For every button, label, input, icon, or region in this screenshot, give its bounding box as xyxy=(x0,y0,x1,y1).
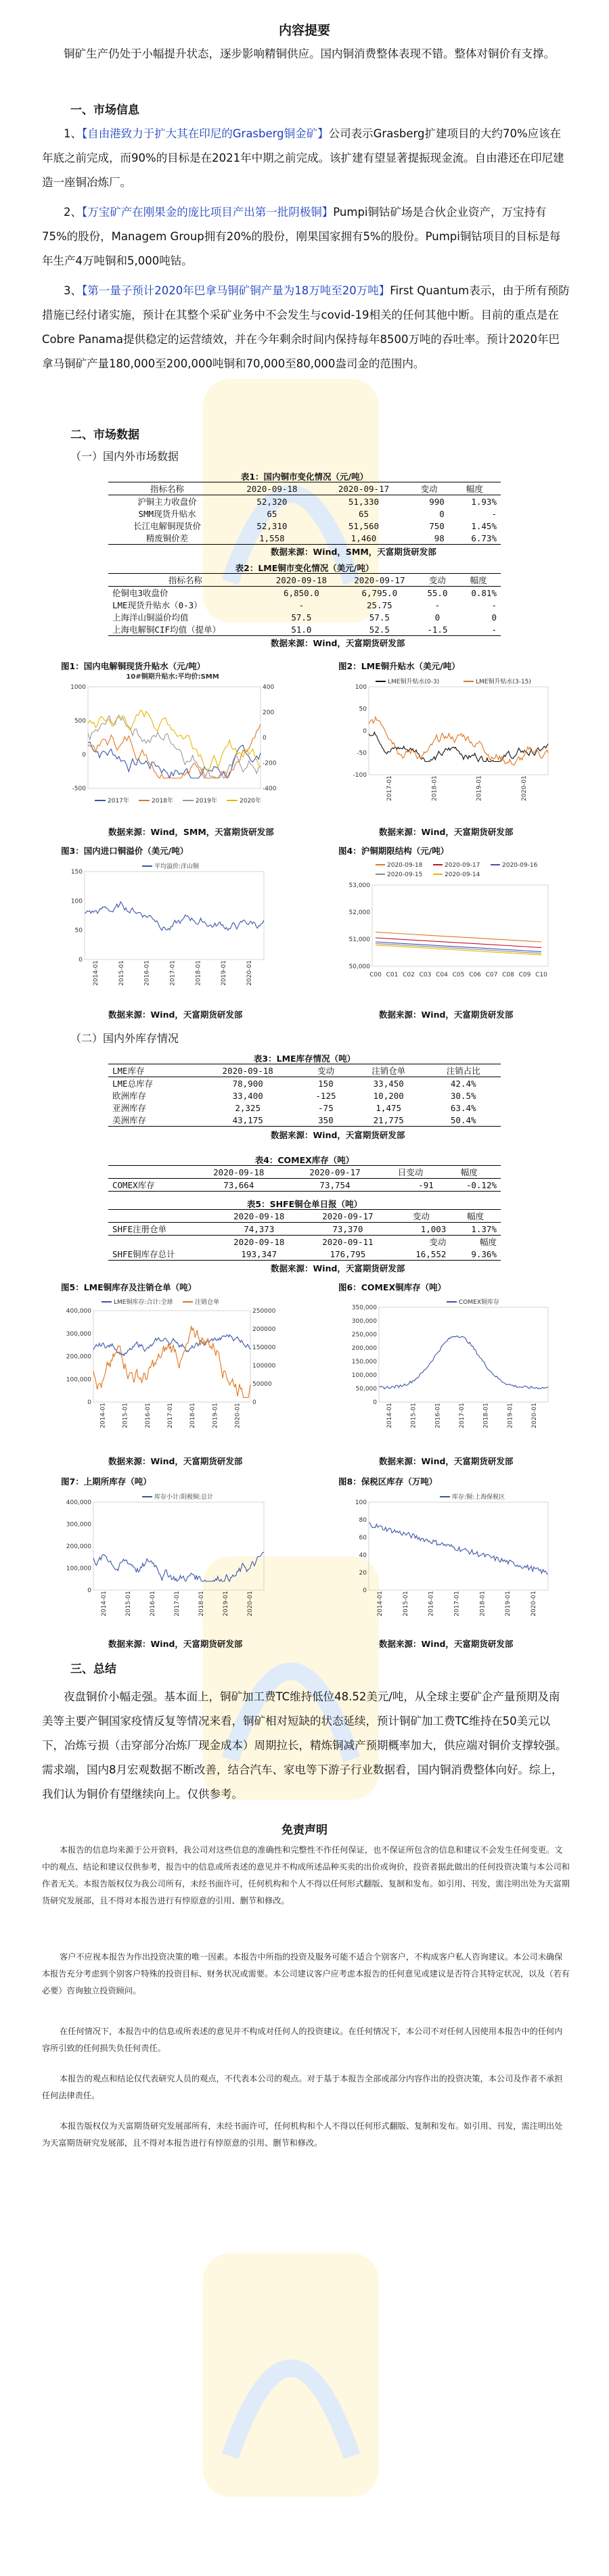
y-tick-label: -50 xyxy=(357,750,367,757)
x-tick-label: C04 xyxy=(436,972,448,978)
x-tick-label: 2016-01 xyxy=(143,960,151,986)
fig4-chart xyxy=(345,858,568,993)
table4-caption: 表4：COMEX库存（吨） xyxy=(254,1155,355,1165)
x-tick-label: 2017-01 xyxy=(453,1591,461,1617)
summary-text: 铜矿生产仍处于小幅提升状态，逐步影响精铜供应。国内铜消费整体表现不错。整体对铜价有支撑。 xyxy=(64,47,555,60)
x-tick-label: 2020-01 xyxy=(247,1591,254,1617)
y-tick-label: 0 xyxy=(87,1587,91,1594)
series-line xyxy=(369,717,548,765)
x-tick-label: C03 xyxy=(419,972,432,978)
fig8-caption: 图8：保税区库存（万吨） xyxy=(338,1476,438,1487)
x-tick-label: 2019-01 xyxy=(505,1591,512,1617)
y-tick-label: 51,000 xyxy=(348,936,370,943)
plot-frame xyxy=(369,1502,548,1590)
table3-header: 2020-09-18 xyxy=(195,1064,300,1077)
fig2-chart xyxy=(345,673,568,809)
x-tick-label: 2014-01 xyxy=(101,1591,108,1617)
y-tick-label: 50 xyxy=(74,927,83,934)
table1-caption: 表1：国内铜市变化情况（元/吨） xyxy=(240,472,369,482)
news-headline-1: 【自由港致力于扩大其在印尼的Grasberg铜金矿】 xyxy=(82,127,329,140)
y-tick-label: 0 xyxy=(373,1399,377,1406)
x-tick-label: 2016-01 xyxy=(150,1591,156,1617)
table3 xyxy=(108,1064,501,1127)
table4-header: 2020-09-18 xyxy=(191,1166,287,1179)
table-row: 亚洲库存 2,325 -75 1,475 63.4% xyxy=(112,1102,476,1113)
watermark-logo-3 xyxy=(203,2233,379,2517)
x-tick-label: 2015-01 xyxy=(122,1403,129,1428)
y-tick-label: 60 xyxy=(359,1535,367,1541)
section3-title: 三、总结 xyxy=(70,1663,116,1676)
legend-label: 2020-09-14 xyxy=(445,872,480,878)
table1-source: 数据来源：Wind，SMM，天富期货研发部 xyxy=(271,547,436,557)
x-tick-label: C02 xyxy=(403,972,415,978)
fig8-chart xyxy=(345,1489,568,1624)
series-line xyxy=(376,943,541,953)
table1-header: 2020-09-17 xyxy=(318,482,410,495)
y-tick-label: 500 xyxy=(74,718,86,725)
legend-label: 2020-09-18 xyxy=(387,862,423,869)
table2-header: 2020-09-18 xyxy=(263,574,340,587)
x-tick-label: 2016-01 xyxy=(434,1403,442,1428)
series-line xyxy=(88,724,261,778)
legend-label: 平均溢价:洋山铜 xyxy=(154,863,200,870)
y-tick-label: 150,000 xyxy=(351,1359,377,1365)
y-tick-label: 150 xyxy=(70,869,83,876)
x-tick-label: 2018-01 xyxy=(479,1591,487,1617)
summary-title: 内容提要 xyxy=(278,23,330,38)
series-line xyxy=(85,902,264,930)
fig2-source: 数据来源：Wind，天富期货研发部 xyxy=(379,827,514,837)
x-tick-label: 2018-01 xyxy=(482,1403,490,1428)
series-line xyxy=(93,1326,250,1398)
x-tick-label: 2018-01 xyxy=(431,775,438,801)
table-row: SMM现货升贴水 65 65 0 - xyxy=(138,508,497,519)
y2-tick-label: 0 xyxy=(263,735,267,742)
y-tick-label: 300,000 xyxy=(66,1330,91,1338)
x-tick-label: 2014-01 xyxy=(376,1591,384,1617)
plot-frame xyxy=(379,1307,548,1402)
table-row: 上海洋山铜溢价均值 57.5 57.5 0 0 xyxy=(112,612,497,623)
x-tick-label: 2017-01 xyxy=(174,1591,181,1617)
y-tick-label: 100,000 xyxy=(351,1372,377,1379)
x-tick-label: 2017-01 xyxy=(459,1403,466,1428)
y-tick-label: 20 xyxy=(359,1570,367,1577)
table5-header: 幅度 xyxy=(450,1210,501,1223)
x-tick-label: C06 xyxy=(469,972,481,978)
y-tick-label: 200,000 xyxy=(351,1345,377,1352)
y-tick-label: 53,000 xyxy=(348,882,370,889)
legend-label: 库存:铜:上海保税区 xyxy=(452,1494,505,1501)
legend-label: LME铜库存:合计:全球 xyxy=(114,1299,173,1306)
y-tick-label: 350,000 xyxy=(351,1305,377,1311)
table3-header: LME库存 xyxy=(108,1064,195,1077)
section2-title: 二、市场数据 xyxy=(70,428,139,442)
y2-tick-label: 200 xyxy=(263,709,275,717)
y-tick-label: 300,000 xyxy=(351,1318,377,1325)
table-row: 长江电解铜现货价 52,310 51,560 750 1.45% xyxy=(133,520,497,531)
table-row: 伦铜电3收盘价 6,850.0 6,795.0 55.0 0.81% xyxy=(112,587,497,598)
y-tick-label: -100 xyxy=(353,772,367,779)
disclaimer-para-2: 客户不应视本报告为作出投资决策的唯一因素。本报告中所指的投资及服务可能不适合个别客户，不构成客户私人咨询建议。本公司未确保本报告充分考虑到个别客户特殊的投资目标、财务状况或需要。本公司建议客户应考虑本报告的任何意见或建议是否符合其特定状况，以及（若有必要）咨询独立投资顾问。 xyxy=(42,1952,570,1995)
table2-header: 幅度 xyxy=(456,574,501,587)
table5-header: 变动 xyxy=(392,1210,450,1223)
x-tick-label: C08 xyxy=(502,972,514,978)
chart-title: 10#铜期升贴水:平均价:SMM xyxy=(126,673,219,681)
fig7-caption: 图7：上期所库存（吨） xyxy=(61,1476,152,1487)
table-row: SHFE注册仓单 74,373 73,370 1,003 1.37% xyxy=(112,1223,497,1234)
news-headline-2: 【万宝矿产在刚果金的庞比项目产出第一批阴极铜】 xyxy=(82,206,334,219)
x-tick-label: C07 xyxy=(485,972,498,978)
table5-source: 数据来源：Wind，天富期货研发部 xyxy=(271,1263,405,1273)
table1-header: 变动 xyxy=(409,482,449,495)
table4-header xyxy=(108,1166,191,1179)
fig6-source: 数据来源：Wind，天富期货研发部 xyxy=(379,1456,514,1466)
x-tick-label: 2019-01 xyxy=(212,1403,219,1428)
fig8-source: 数据来源：Wind，天富期货研发部 xyxy=(379,1639,514,1649)
series-line xyxy=(369,1522,548,1574)
y2-tick-label: 400 xyxy=(263,684,275,691)
table5-header: 2020-09-18 xyxy=(215,1210,303,1223)
legend-label: 2020-09-16 xyxy=(502,862,538,869)
table5-header xyxy=(108,1210,215,1223)
legend-label: 2018年 xyxy=(152,798,173,805)
x-tick-label: 2015-01 xyxy=(402,1591,409,1617)
fig1-chart xyxy=(61,673,284,809)
y-tick-label: 0 xyxy=(363,1587,367,1594)
table3-header: 变动 xyxy=(300,1064,351,1077)
y-tick-label: 0 xyxy=(78,957,83,964)
x-tick-label: 2020-01 xyxy=(246,960,254,986)
y2-tick-label: 50000 xyxy=(252,1381,272,1388)
x-tick-label: C01 xyxy=(386,972,399,978)
y-tick-label: 400,000 xyxy=(66,1308,91,1315)
fig6-chart xyxy=(345,1294,568,1439)
y2-tick-label: -400 xyxy=(263,786,277,792)
y-tick-label: 100,000 xyxy=(66,1376,91,1384)
legend-label: 2017年 xyxy=(108,798,129,805)
y-tick-label: 400,000 xyxy=(66,1499,91,1506)
x-tick-label: 2019-01 xyxy=(507,1403,514,1428)
series-line xyxy=(379,1336,548,1388)
table1-header: 2020-09-18 xyxy=(226,482,318,495)
y-tick-label: 250,000 xyxy=(351,1332,377,1338)
fig3-source: 数据来源：Wind，天富期货研发部 xyxy=(108,1010,243,1020)
disclaimer-para-5: 本报告版权仅为天富期货研究发展部所有，未经书面许可，任何机构和个人不得以任何形式翻版、复制和发布。如引用、刊发，需注明出处为天富期货研究发展部，且不得对本报告进行有悖原意的引用、删节和修改。 xyxy=(42,2121,563,2148)
series-line xyxy=(376,932,541,942)
fig4-source: 数据来源：Wind，天富期货研发部 xyxy=(379,1010,514,1020)
table-row: LME总库存 78,900 150 33,450 42.4% xyxy=(112,1078,476,1089)
y-tick-label: 200,000 xyxy=(66,1543,91,1550)
x-tick-label: 2020-01 xyxy=(234,1403,242,1428)
legend-label: LME铜升贴水(0-3) xyxy=(388,679,440,685)
fig1-source: 数据来源：Wind，SMM，天富期货研发部 xyxy=(108,827,274,837)
legend-label: COMEX铜库存 xyxy=(459,1299,499,1306)
table2 xyxy=(108,573,501,636)
table-row: LME现货升贴水（0-3） - 25.75 - - xyxy=(112,600,497,610)
table2-header: 指标名称 xyxy=(108,574,263,587)
table4-header: 幅度 xyxy=(438,1166,501,1179)
fig7-chart xyxy=(61,1489,284,1624)
table3-header: 注销占比 xyxy=(426,1064,501,1077)
disclaimer-para-3: 在任何情况下，本报告中的信息或所表述的意见并不构成对任何人的投资建议。在任何情况下，本公司不对任何人因使用本报告中的任何内容所引致的任何损失负任何责任。 xyxy=(42,2027,563,2053)
y2-tick-label: 100000 xyxy=(252,1363,276,1370)
plot-frame xyxy=(93,1502,264,1590)
table-row: SHFE铜库存总计 193,347 176,795 16,552 9.36% xyxy=(108,1248,501,1261)
table4-header: 日变动 xyxy=(383,1166,438,1179)
x-tick-label: 2020-01 xyxy=(531,1403,539,1428)
table2-caption: 表2：LME铜市变化情况（美元/吨） xyxy=(235,563,374,573)
table3-header: 注销仓单 xyxy=(351,1064,426,1077)
fig5-caption: 图5：LME铜库存及注销仓单（吨） xyxy=(61,1282,197,1292)
y-tick-label: 1000 xyxy=(70,684,86,691)
y2-tick-label: -200 xyxy=(263,760,277,767)
y-tick-label: 0 xyxy=(87,1399,91,1406)
table5-caption: 表5：SHFE铜仓单日报（吨） xyxy=(246,1199,363,1209)
x-tick-label: 2020-01 xyxy=(531,1591,538,1617)
table-row: 2020-09-18 2020-09-11 变动 幅度 xyxy=(108,1236,501,1248)
legend-label: 注销仓单 xyxy=(195,1299,220,1306)
table-row: 精废铜价差 1,558 1,460 98 6.73% xyxy=(108,532,501,545)
x-tick-label: C10 xyxy=(535,972,547,978)
x-tick-label: 2019-01 xyxy=(221,960,228,986)
fig5-source: 数据来源：Wind，天富期货研发部 xyxy=(108,1456,243,1466)
y-tick-label: 100,000 xyxy=(66,1565,91,1573)
x-tick-label: 2019-01 xyxy=(223,1591,229,1617)
table2-header: 变动 xyxy=(419,574,457,587)
plot-frame xyxy=(85,872,264,959)
legend-label: 2020年 xyxy=(240,798,261,805)
table3-caption: 表3：LME库存情况（吨） xyxy=(253,1054,356,1064)
x-tick-label: C00 xyxy=(369,972,382,978)
y-tick-label: 0 xyxy=(363,728,367,735)
fig1-caption: 图1：国内电解铜现货升贴水（元/吨） xyxy=(61,661,206,671)
table-row: COMEX库存 73,664 73,754 -91 -0.12% xyxy=(108,1179,501,1192)
x-tick-label: 2016-01 xyxy=(428,1591,435,1617)
fig7-source: 数据来源：Wind，天富期货研发部 xyxy=(108,1639,243,1649)
legend-label: 2020-09-17 xyxy=(445,862,480,869)
series-line xyxy=(93,1335,250,1356)
x-tick-label: C09 xyxy=(518,972,531,978)
series-line xyxy=(93,1552,264,1581)
subsection1-title: （一）国内外市场数据 xyxy=(70,450,179,463)
y-tick-label: 50,000 xyxy=(348,964,370,970)
fig4-caption: 图4：沪铜期限结构（元/吨） xyxy=(338,846,449,856)
x-tick-label: 2015-01 xyxy=(410,1403,418,1428)
table-row: 欧洲库存 33,400 -125 10,200 30.5% xyxy=(112,1090,476,1101)
y-tick-label: 52,000 xyxy=(348,909,370,916)
y-tick-label: 50 xyxy=(359,706,367,713)
y-tick-label: 300,000 xyxy=(66,1521,91,1529)
y-tick-label: 100 xyxy=(70,898,83,905)
y-tick-label: -500 xyxy=(72,786,86,792)
news-item-3: 3、【第一量子预计2020年巴拿马铜矿铜产量为18万吨至20万吨】First Quantum表示，由于所有预防措施已经付诸实施，预计在其整个采矿业务中不会发生与covid-19相关的任何其他中断。目前的重点是在Cobre Panama提供稳定的运营绩效，并在今年剩余时间内保持每年8500万吨的吞吐率。预计2020年巴拿马铜矿产量180,000至200,000吨铜和70,000至80,000盎司金的范围内。 xyxy=(42,284,570,370)
y-tick-label: 100 xyxy=(355,1499,367,1506)
table5 xyxy=(108,1209,501,1261)
conclusion-text: 夜盘铜价小幅走强。基本面上，铜矿加工费TC维持低位48.52美元/吨，从全球主要矿企产量预期及南美等主要产铜国家疫情反复等情况来看，铜矿相对短缺的状态延续，预计铜矿加工费TC维持在50美元以下，冶炼亏损（击穿部分冶炼厂现金成本）周期拉长，精炼铜减产预期概率加大，供应端对铜价支撑较强。需求端，国内8月宏观数据不断改善，结合汽车、家电等下游子行业数据看，国内铜消费整体向好。综上，我们认为铜价有望继续向上。仅供参考。 xyxy=(42,1690,567,1801)
plot-frame xyxy=(369,687,548,775)
y-tick-label: 80 xyxy=(359,1517,367,1524)
y2-tick-label: 0 xyxy=(252,1399,256,1406)
table1 xyxy=(108,482,501,545)
table-row: 上海电解铜CIF均值（提单） 51.0 52.5 -1.5 - xyxy=(108,623,501,636)
table2-source: 数据来源：Wind，天富期货研发部 xyxy=(271,638,405,648)
table1-header: 幅度 xyxy=(449,482,501,495)
x-tick-label: 2015-01 xyxy=(118,960,125,986)
x-tick-label: 2017-01 xyxy=(386,775,394,801)
table1-header: 指标名称 xyxy=(108,482,226,495)
series-line xyxy=(376,938,541,947)
fig6-caption: 图6：COMEX铜库存（吨） xyxy=(338,1282,447,1292)
subsection2-title: （二）国内外库存情况 xyxy=(70,1032,179,1045)
table3-source: 数据来源：Wind，天富期货研发部 xyxy=(271,1130,405,1140)
y-tick-label: 50,000 xyxy=(355,1386,377,1393)
table4-header: 2020-09-17 xyxy=(287,1166,383,1179)
news-headline-3: 【第一量子预计2020年巴拿马铜矿铜产量为18万吨至20万吨】 xyxy=(82,284,390,297)
legend-label: 2019年 xyxy=(196,798,217,805)
section1-title: 一、市场信息 xyxy=(70,104,139,117)
x-tick-label: 2014-01 xyxy=(99,1403,107,1428)
y2-tick-label: 250000 xyxy=(252,1308,276,1315)
x-tick-label: 2016-01 xyxy=(144,1403,152,1428)
y2-tick-label: 150000 xyxy=(252,1345,276,1351)
table5-header: 2020-09-17 xyxy=(303,1210,392,1223)
x-tick-label: 2017-01 xyxy=(169,960,177,986)
disclaimer-title: 免责声明 xyxy=(281,1824,328,1837)
plot-frame xyxy=(93,1311,250,1402)
legend-label: 2020-09-15 xyxy=(387,872,423,878)
series-line xyxy=(88,742,261,778)
x-tick-label: 2014-01 xyxy=(386,1403,393,1428)
x-tick-label: 2018-01 xyxy=(189,1403,197,1428)
table2-header: 2020-09-17 xyxy=(340,574,418,587)
x-tick-label: 2015-01 xyxy=(125,1591,132,1617)
y2-tick-label: 200000 xyxy=(252,1326,276,1333)
fig2-caption: 图2：LME铜升贴水（美元/吨） xyxy=(338,661,460,671)
x-tick-label: C05 xyxy=(452,972,465,978)
legend-label: 库存小计:阴极铜:总计 xyxy=(154,1494,214,1501)
news-item-2: 2、【万宝矿产在刚果金的庞比项目产出第一批阴极铜】Pumpi铜钴矿场是合伙企业资产，万宝持有75%的股份，Managem Group拥有20%的股份，刚果国家拥有5%的股份。Pumpi铜钴项目的目标是每年生产4万吨铜和5,000吨钴。 xyxy=(42,206,561,267)
table-row: 美洲库存 43,175 350 21,775 50.4% xyxy=(108,1114,501,1127)
disclaimer-para-1: 本报告的信息均来源于公开资料，我公司对这些信息的准确性和完整性不作任何保证，也不保证所包含的信息和建议不会发生任何变更。文中的观点、结论和建议仅供参考，报告中的信息或所表述的意见并不构成所述品种买卖的出价或询价，投资者据此做出的任何投资决策与本公司和作者无关。本报告版权仅为我公司所有，未经书面许可，任何机构和个人不得以任何形式翻版、复制和发布。如引用、刊发，需注明出处为天富期货研究发展部，且不得对本报告进行有悖原意的引用、删节和修改。 xyxy=(42,1845,570,1905)
table-row: 沪铜主力收盘价 52,320 51,330 990 1.93% xyxy=(137,496,497,507)
x-tick-label: 2018-01 xyxy=(198,1591,205,1617)
fig3-chart xyxy=(61,858,284,993)
x-tick-label: 2017-01 xyxy=(167,1403,174,1428)
x-tick-label: 2019-01 xyxy=(476,775,483,801)
y-tick-label: 40 xyxy=(359,1552,367,1559)
table4 xyxy=(108,1165,501,1192)
legend-label: LME铜升贴水(3-15) xyxy=(476,679,531,685)
x-tick-label: 2014-01 xyxy=(92,960,99,986)
fig5-chart xyxy=(61,1294,284,1439)
y-tick-label: 100 xyxy=(355,684,367,691)
disclaimer-para-4: 本报告的观点和结论仅代表研究人员的观点，不代表本公司的观点。对于基于本报告全部或部分内容作出的投资决策，本公司及作者不承担任何法律责任。 xyxy=(42,2074,563,2100)
y-tick-label: 200,000 xyxy=(66,1353,91,1361)
x-tick-label: 2020-01 xyxy=(520,775,528,801)
x-tick-label: 2018-01 xyxy=(195,960,202,986)
fig3-caption: 图3：国内进口铜溢价（美元/吨） xyxy=(61,846,189,856)
y-tick-label: 0 xyxy=(82,752,86,759)
news-item-1: 1、【自由港致力于扩大其在印尼的Grasberg铜金矿】公司表示Grasberg扩建项目的大约70%应该在年底之前完成，而90%的目标是在2021年中期之前完成。该扩建有望显著提振现金流。自由港还在印尼建造一座铜冶炼厂。 xyxy=(42,127,564,189)
